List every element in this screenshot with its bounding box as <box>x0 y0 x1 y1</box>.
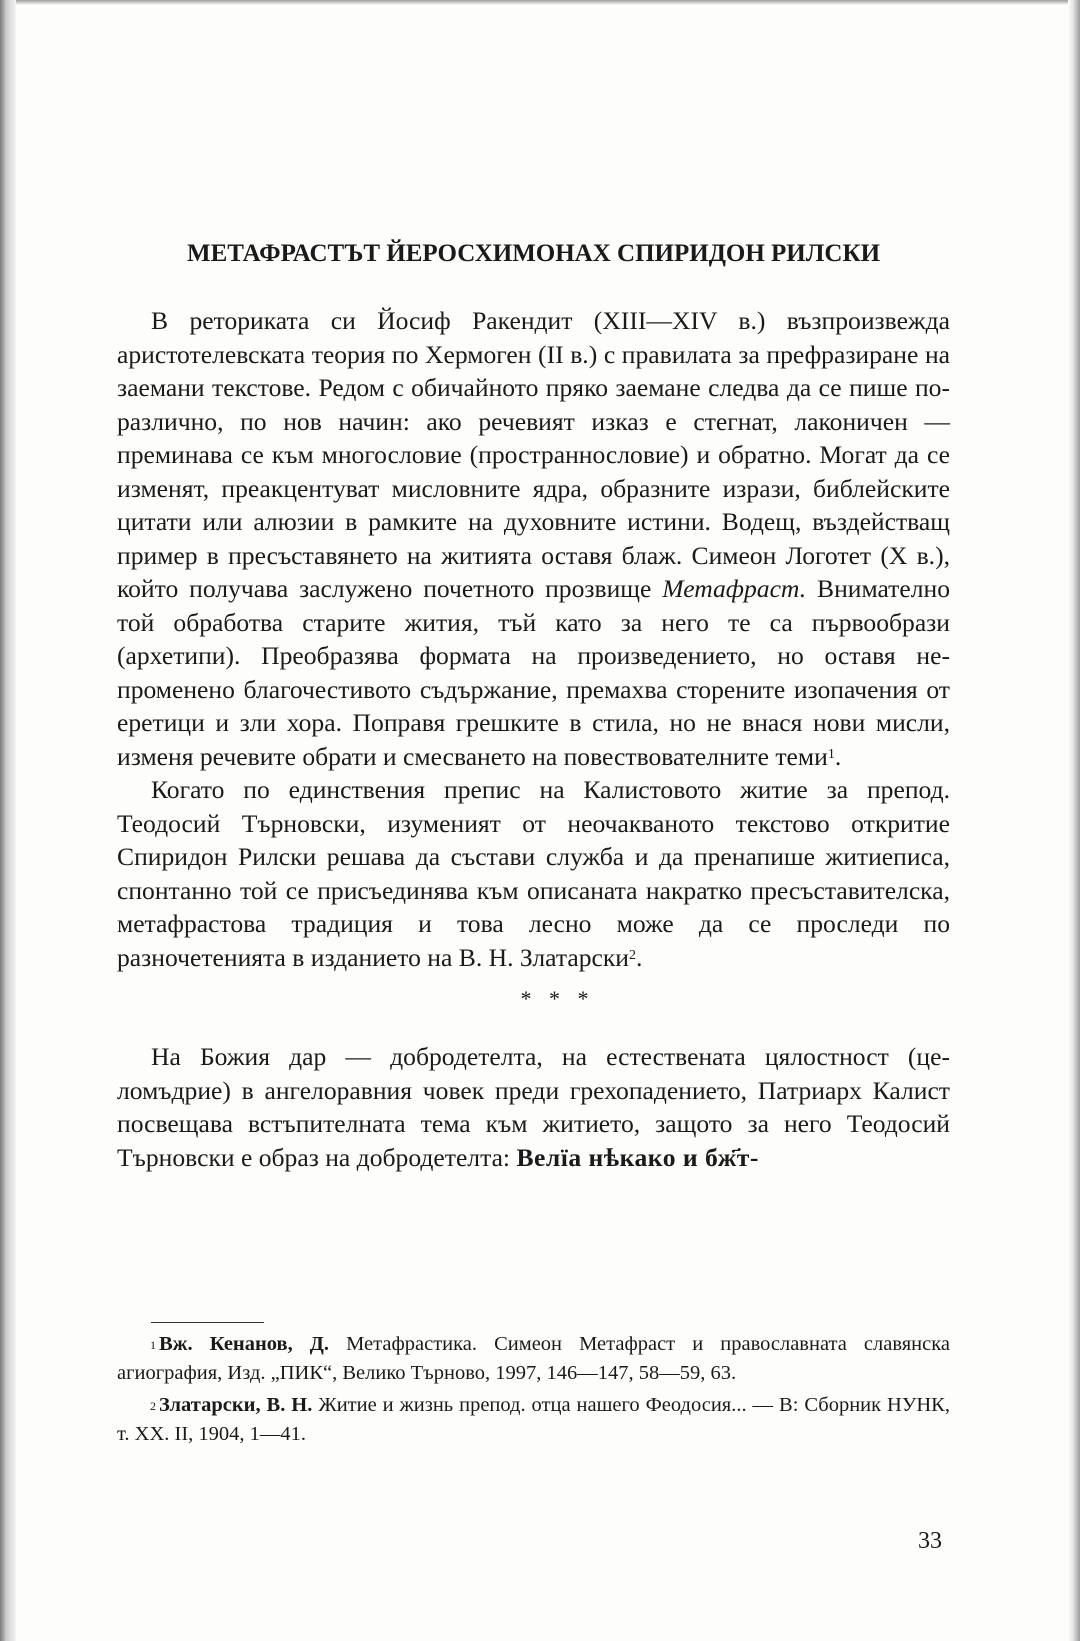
paragraph-1-end: . <box>834 741 842 771</box>
footnote-1-author: Вж. Кенанов, Д. <box>159 1333 330 1355</box>
main-text <box>117 240 950 1174</box>
footnote-1-number: 1 <box>150 1338 156 1352</box>
footnote-2-author: Златарски, В. Н. <box>159 1394 313 1416</box>
footnote-ref-1[interactable]: 1 <box>827 746 835 762</box>
old-slavonic-quote: Велїа нѣкако и бж҃т- <box>516 1142 759 1172</box>
paragraph-1-text-b: Внимателно той обработва старите жития, тъй като за него те са първообрази (архетипи). Преобразява формата на произведението, но оставя непроменено благочестивото съдържание, премахва сторените изопачения от еретици и зли хора. Поправя грешките в стила, но не внася нови мисли, изменя речевите обрати и смесването на повествователните теми <box>117 574 950 771</box>
page-number: 33 <box>918 1528 942 1554</box>
footnote-2-text: Житие и жизнь препод. отца нашего Феодосия... — В: Сборник НУНК, т. XX. II, 1904, 1—41. <box>117 1394 950 1445</box>
paragraph-2-text: Когато по единствения препис на Калистовото житие за препод. Теодосий Търновски, изуменият от неочакваното текстово откритие Спиридон Рилски решава да състави служба и да пренапише житиеписа, спонтанно той се присъединява към описаната накратко пресъставителска, метафрастова традиция и това лесно може да се проследи по разночетенията в изданието на В. Н. Златарски <box>117 775 950 972</box>
footnote-2-number: 2 <box>150 1399 156 1413</box>
paragraph-3-text: На Божия дар — добродетелта, на естествената цялостност (целомъдрие) в ангелоравния човек преди грехопадението, Патриарх Калист посвещава встъпителната тема към житието, защото за него Теодосий Търновски е образ на добродетелта: <box>117 1042 950 1172</box>
footnote-1 <box>117 1330 950 1387</box>
paragraph-1-text-a: В реториката си Йосиф Ракендит (XIII—XIV в.) възпроизвежда аристотелевската теория по Хермоген (II в.) с правилата за префразиране на заемани текстове. Редом с обичайното пряко заемане следва да се пише по-различно, по нов начин: ако речевият изказ е стегнат, лаконичен — преминава се към многословие (пространнословие) и обратно. Могат да се изменят, преакцентуват мисловните ядра, образните изрази, библейските цитати или алюзии в рамките на духовните истини. Водещ, въздействащ пример в пресъставянето на житията оставя блаж. Симеон Логотет (X в.), който получава заслужено почетното прозвище <box>117 306 950 603</box>
footnote-2 <box>117 1391 950 1448</box>
scan-shadow-right <box>1068 0 1080 1641</box>
footnotes <box>117 1330 950 1452</box>
paragraph-1 <box>117 304 950 773</box>
scan-shadow-left <box>0 0 16 1641</box>
paragraph-2 <box>117 773 950 974</box>
paragraph-2-end: . <box>636 942 643 972</box>
italic-term: Метафраст. <box>662 574 807 603</box>
section-separator: * * * <box>520 986 595 1011</box>
footnote-divider <box>151 1322 264 1323</box>
paragraph-3 <box>117 1040 950 1174</box>
chapter-title: МЕТАФРАСТЪТ ЙЕРОСХИМОНАХ СПИРИДОН РИЛСКИ <box>186 240 881 267</box>
footnote-ref-2[interactable]: 2 <box>629 947 636 963</box>
footnote-1-text: Метафрастика. Симеон Метафраст и православната славянска агиография, Изд. „ПИК“, Велико Търново, 1997, 146—147, 58—59, 63. <box>117 1333 950 1384</box>
scan-shadow-top <box>0 0 1080 5</box>
